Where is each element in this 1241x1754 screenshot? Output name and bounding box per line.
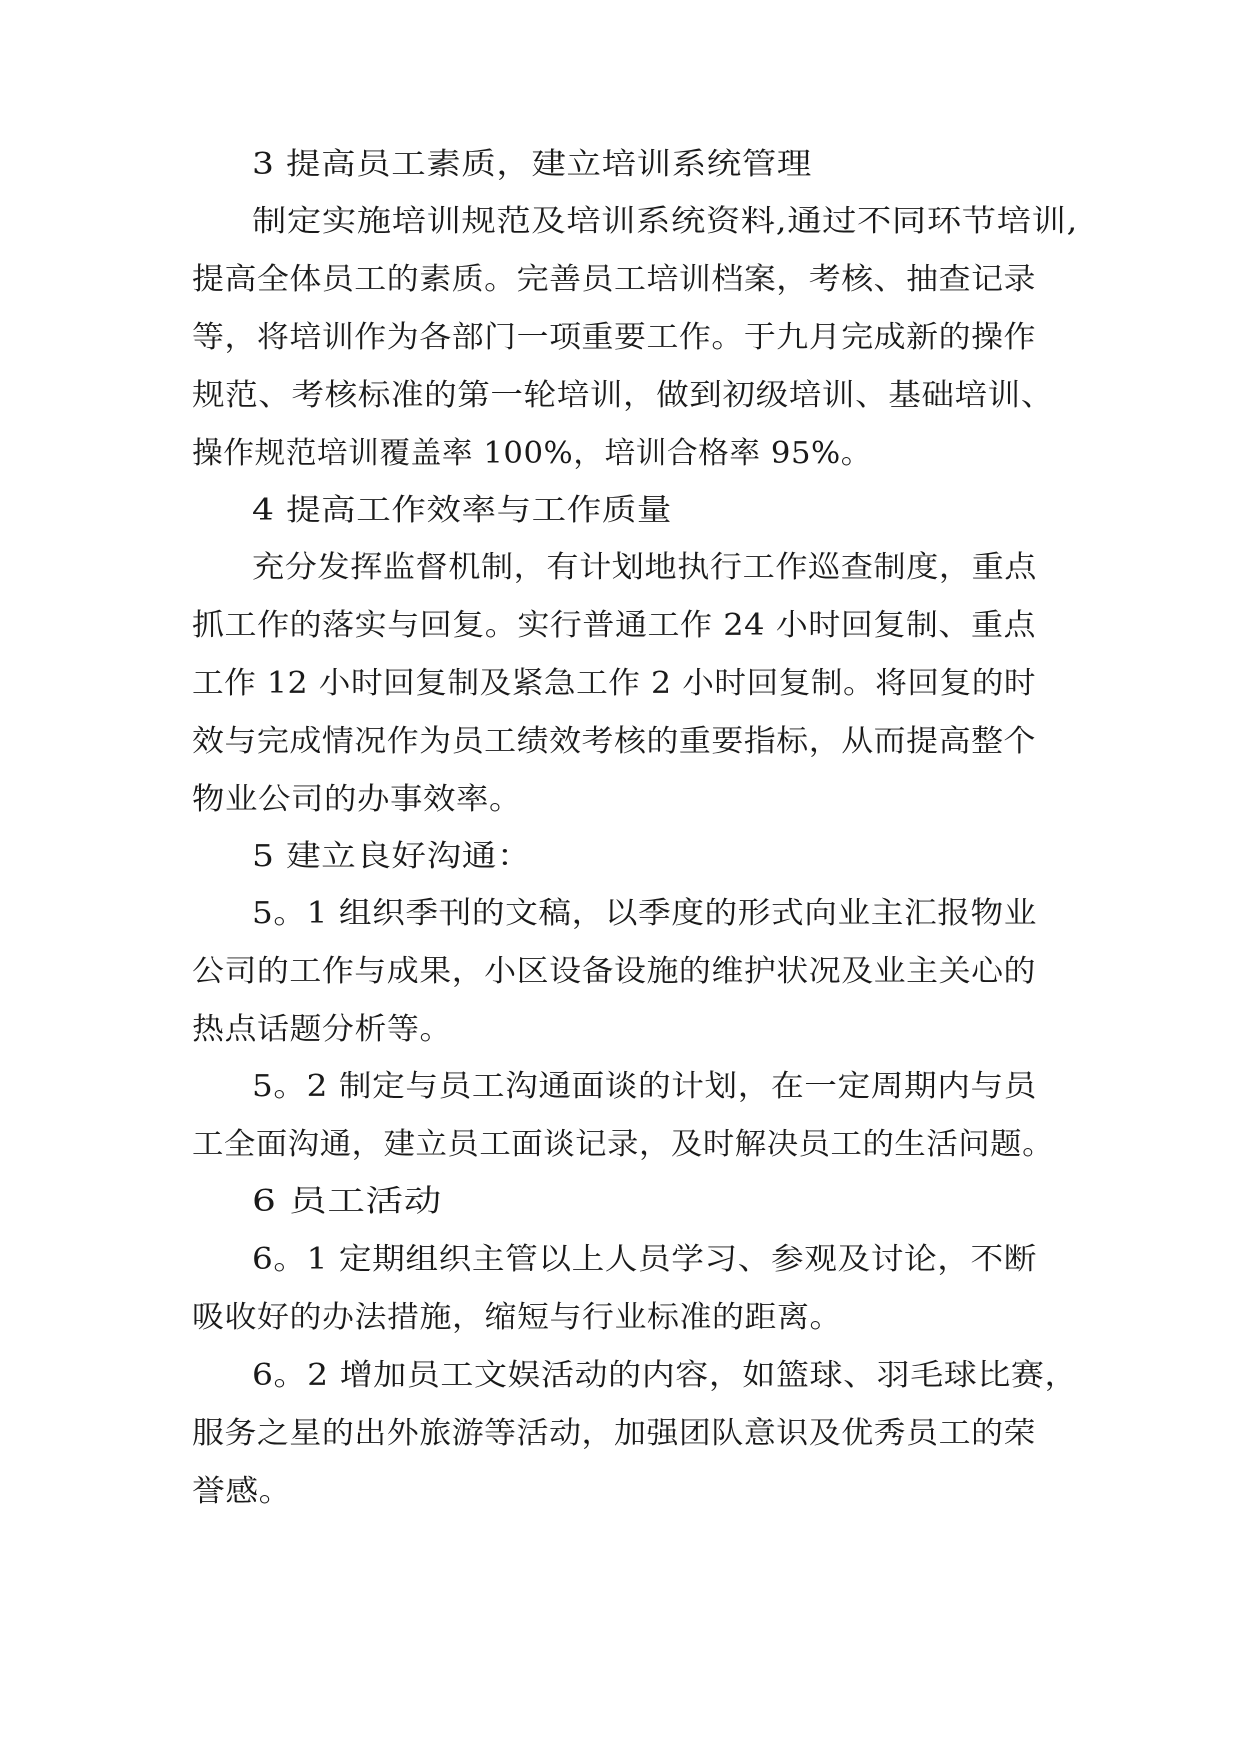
heading-section-4: 4 提高工作效率与工作质量 [252,493,673,528]
paragraph-line: 操作规范培训覆盖率 100%，培训合格率 95%。 [192,436,872,471]
heading-section-6: 6 员工活动 [252,1184,443,1219]
paragraph-line: 物业公司的办事效率。 [192,782,523,817]
paragraph-line: 规范、考核标准的第一轮培训，做到初级培训、基础培训、 [192,378,1054,413]
paragraph-line: 工全面沟通，建立员工面谈记录，及时解决员工的生活问题。 [192,1127,1055,1162]
paragraph-line: 6。2 增加员工文娱活动的内容，如篮球、羽毛球比赛， [252,1358,1079,1393]
paragraph-line: 5。2 制定与员工沟通面谈的计划，在一定周期内与员 [252,1069,1037,1104]
paragraph-line: 公司的工作与成果，小区设备设施的维护状况及业主关心的 [192,954,1036,989]
paragraph-line: 充分发挥监督机制，有计划地执行工作巡查制度，重点 [252,550,1037,585]
paragraph-line: 5。1 组织季刊的文稿，以季度的形式向业主汇报物业 [252,896,1037,931]
paragraph-line: 誉感。 [192,1474,293,1509]
paragraph-line: 服务之星的出外旅游等活动，加强团队意识及优秀员工的荣 [192,1416,1036,1451]
paragraph-line: 工作 12 小时回复制及紧急工作 2 小时回复制。将回复的时 [192,666,1037,701]
heading-section-3: 3 提高员工素质，建立培训系统管理 [252,147,812,182]
paragraph-line: 吸收好的办法措施，缩短与行业标准的距离。 [192,1300,843,1335]
paragraph-line: 效与完成情况作为员工绩效考核的重要指标，从而提高整个 [192,724,1036,759]
heading-section-5: 5 建立良好沟通： [252,839,533,874]
paragraph-line: 抓工作的落实与回复。实行普通工作 24 小时回复制、重点 [192,608,1037,643]
paragraph-line: 等，将培训作为各部门一项重要工作。于九月完成新的操作 [192,320,1036,355]
paragraph-line: 6。1 定期组织主管以上人员学习、参观及讨论，不断 [252,1242,1037,1277]
paragraph-line: 热点话题分析等。 [192,1012,453,1047]
paragraph-line: 提高全体员工的素质。完善员工培训档案，考核、抽查记录 [192,262,1036,297]
paragraph-line: 制定实施培训规范及培训系统资料,通过不同环节培训, [252,204,1078,239]
